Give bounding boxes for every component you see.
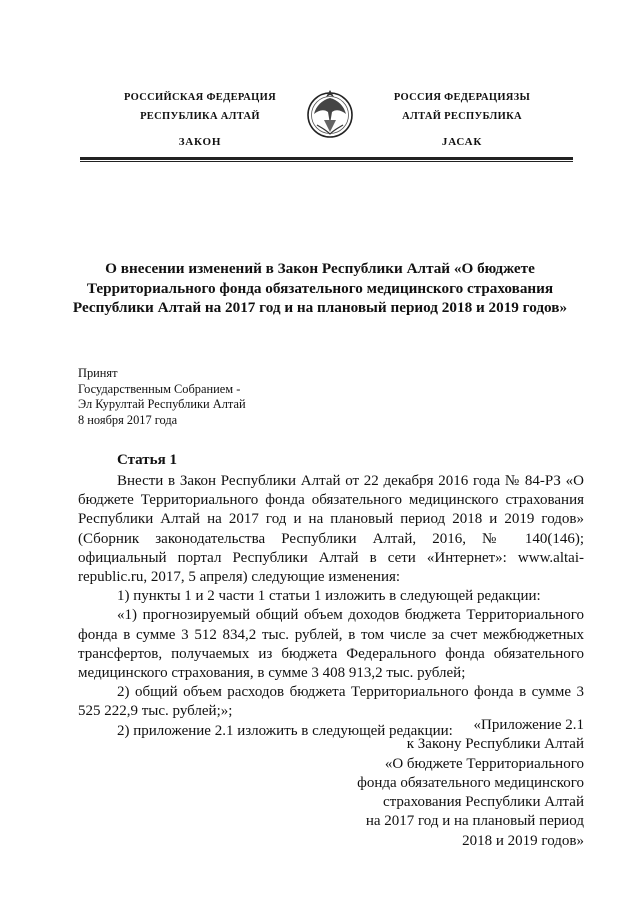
header-divider-thin [80, 161, 573, 162]
adoption-block [78, 366, 246, 428]
appendix-line: фонда обязательного медицинского [357, 774, 584, 791]
altai-coat-of-arms-icon [304, 84, 356, 142]
header-divider-thick [80, 157, 573, 160]
header-left-republic: РЕСПУБЛИКА АЛТАЙ [140, 111, 260, 122]
article-paragraph: 2) общий объем расходов бюджета Территориального фонда в сумме 3 525 222,9 тыс. рублей;»; [78, 684, 584, 720]
law-title [60, 259, 580, 318]
appendix-line: 2018 и 2019 годов» [462, 832, 584, 849]
adoption-line: Эл Курултай Республики Алтай [78, 397, 246, 412]
appendix-line: «Приложение 2.1 [473, 717, 584, 733]
adoption-line: Государственным Собранием - [78, 381, 241, 396]
header-right-doc-type: JАСАК [441, 136, 483, 148]
header-right-country: РОССИЯ ФЕДЕРАЦИЯЗЫ [393, 92, 531, 103]
article-heading: Статья 1 [117, 452, 177, 468]
appendix-line: страхования Республики Алтай [383, 794, 584, 811]
header-left-doc-type: ЗАКОН [178, 136, 222, 148]
appendix-line: к Закону Республики Алтай [406, 736, 584, 753]
article-paragraph: 1) пункты 1 и 2 части 1 статьи 1 изложить в следующей редакции: [117, 588, 541, 605]
law-title-line: Территориального фонда обязательного медицинского страхования [86, 279, 554, 297]
article-paragraph: 2) приложение 2.1 изложить в следующей редакции: [117, 722, 453, 739]
article-paragraph: Внести в Закон Республики Алтай от 22 декабря 2016 года № 84-РЗ «О бюджете Территориального фонда обязательного медицинского страхования Республики Алтай на 2017 год и на плановый период 2018 и 2019 годов» (Сборник законодательства Республики Алтай, 2016, № 140(146); официальный портал Республики Алтай в сети «Интернет»: www.altai-republic.ru, 2017, 5 апреля) следующие изменения: [78, 473, 584, 586]
appendix-line: на 2017 год и на плановый период [365, 813, 584, 830]
law-title-line: О внесении изменений в Закон Республики Алтай «О бюджете [105, 260, 535, 277]
adoption-date: 8 ноября 2017 года [78, 412, 178, 427]
header-right-republic: АЛТАЙ РЕСПУБЛИКА [402, 111, 522, 122]
appendix-line: «О бюджете Территориального [384, 755, 584, 772]
appendix-header [284, 716, 584, 851]
law-title-line: Республики Алтай на 2017 год и на плановый период 2018 и 2019 годов» [72, 299, 568, 316]
article-body [78, 472, 584, 741]
article-paragraph: «1) прогнозируемый общий объем доходов бюджета Территориального фонда в сумме 3 512 834,2 тыс. рублей, в том числе за счет межбюджетных трансфертов, получаемых из бюджета Федерального фонда обязательного медицинского страхования, в сумме 3 408 913,2 тыс. рублей; [78, 607, 584, 682]
adoption-line: Принят [78, 366, 118, 380]
header-left-country: РОССИЙСКАЯ ФЕДЕРАЦИЯ [124, 92, 276, 103]
